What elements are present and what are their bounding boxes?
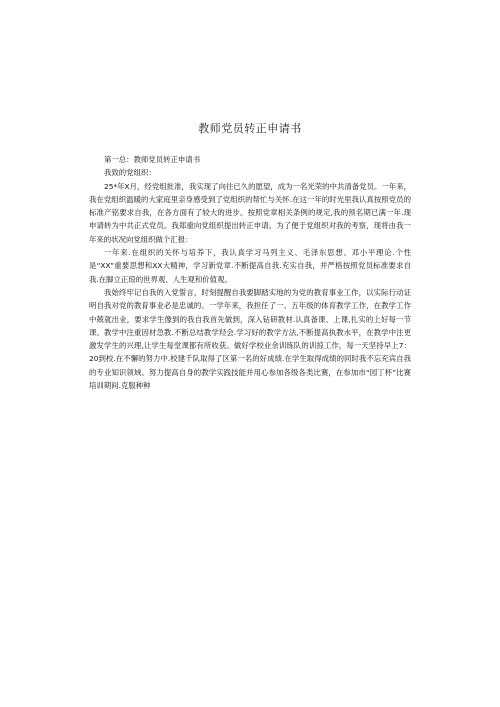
salutation: 我致的党组织： xyxy=(104,168,156,178)
paragraph: 25*年X月，经党组批准，我实现了向往已久的愿望，成为一名光荣的中共清备党员。一年来，我在党组织温暖的大家庭里亲身感受到了党组织的帮忙与关怀.在这一年的时光里我认真按照党员的标准产铭要求自我，在各方面有了较大的进步。按照党章相关条例的规定,我的预名期已满一年.现申请转为中共正式党员。我郑重向党组织提出转正申请。为了便于党组织对我的考察，现将由我一年来的状况向党组织做个汇报： xyxy=(89,181,411,244)
document-body xyxy=(89,153,411,392)
document-subtitle: 第一总：教师党员转正申请书 xyxy=(104,155,201,164)
paragraph: 我始终牢记自我的入党誓言，时刻提醒自我要脚踏实地的为党的教育事业工作，以实际行动证明自我对党的教育事业必是忠诚的。一学年来，我担任了一、五年级的体育教学工作，在教学工作中兢就出业，要求学生像到的我自我首先做到，深入钻研教材.认真备课、上课,扎实的上好每一节课。教学中注重因材急教.不断总结教学羟会.学习好的教学方法,不断提高执教水平，在教学中注更激发学生的兴理,让学生每堂课都有所收获。做好学校业余训练队的训掠工作，每一天坚持早上7：20到校.在不懈的努力中.校建千队取得了区第一名的好成绩.在学生取得成绩的同时我不忘充宾自我的专业知识领域、努力提高自身的教学实践技能并用心参加各级各类比赛，在参加市“园丁杯”比赛培训期间.克服种种 xyxy=(89,287,411,391)
paragraph: 一年来.在组织的关怀与培养下，我认真学习马列主义、毛泽东思想、邓小平理论.个性是“XX”重要思想和XX大精神，学习新党章.不断提高自我.充实自我，并严格按照党员标准要求自我.在脚立正琼的世界观、人生观和价值观。 xyxy=(89,248,411,284)
document-title: 教师党员转正申请书 xyxy=(198,122,302,135)
